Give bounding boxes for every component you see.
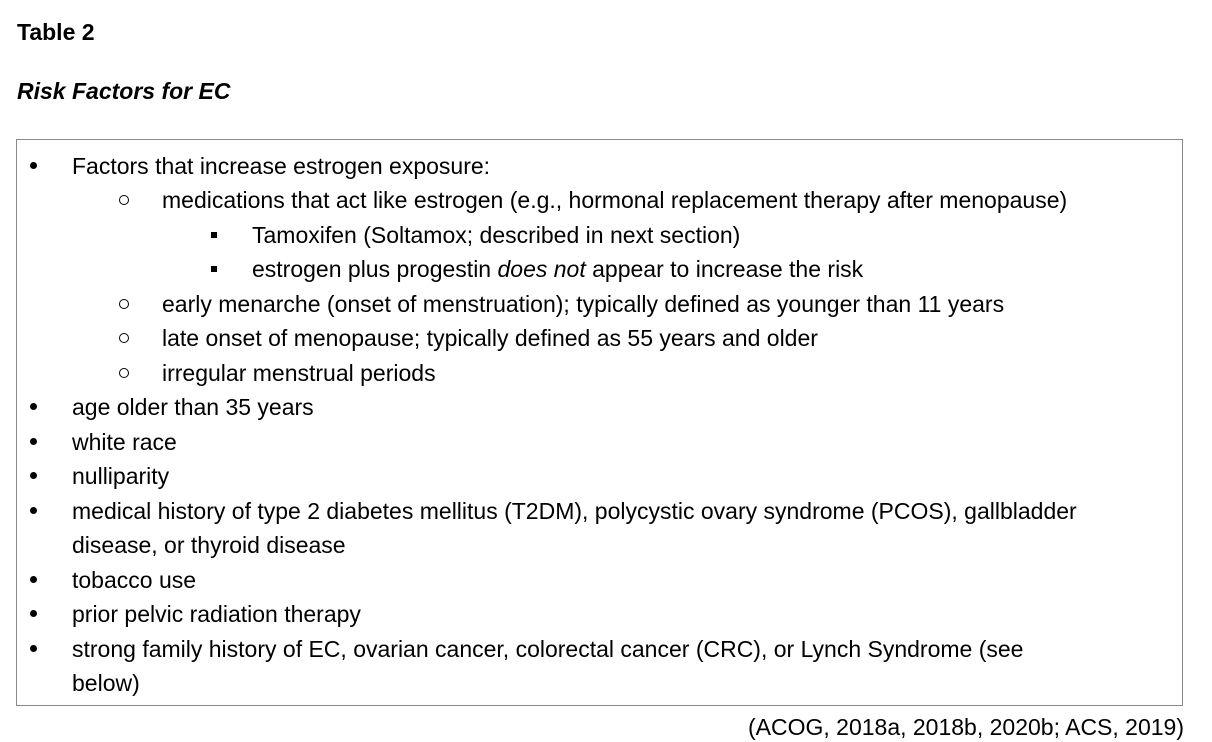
list-item: irregular menstrual periods — [162, 360, 436, 386]
table-label: Table 2 — [17, 19, 95, 45]
progestin-text-end: appear to increase the risk — [585, 256, 864, 282]
list-item: prior pelvic radiation therapy — [72, 601, 361, 627]
list-item: medications that act like estrogen (e.g., hormonal replacement therapy after menopause) — [162, 187, 1068, 213]
progestin-text: estrogen plus progestin — [252, 256, 498, 282]
list-item: strong family history of EC, ovarian cancer, colorectal cancer (CRC), or Lynch Syndrome (see — [72, 636, 1024, 662]
citation: (ACOG, 2018a, 2018b, 2020b; ACS, 2019) — [747, 714, 1184, 740]
list-item: medical history of type 2 diabetes mellitus (T2DM), polycystic ovary syndrome (PCOS), gallbladder — [72, 498, 1077, 524]
list-item: nulliparity — [72, 463, 170, 489]
risk-factors-box — [16, 139, 1183, 706]
list-item: Factors that increase estrogen exposure: — [72, 153, 491, 179]
list-item — [252, 254, 863, 284]
list-item-continuation: below) — [72, 670, 140, 696]
list-item: white race — [72, 429, 177, 455]
table-title: Risk Factors for EC — [17, 78, 231, 104]
list-item: tobacco use — [72, 567, 197, 593]
list-item: late onset of menopause; typically defined as 55 years and older — [162, 325, 818, 351]
progestin-emphasis: does not — [497, 256, 586, 282]
list-item-continuation: disease, or thyroid disease — [72, 532, 346, 558]
list-item: Tamoxifen (Soltamox; described in next section) — [252, 222, 741, 248]
list-item: early menarche (onset of menstruation); typically defined as younger than 11 years — [162, 291, 1005, 317]
list-item: age older than 35 years — [72, 394, 314, 420]
